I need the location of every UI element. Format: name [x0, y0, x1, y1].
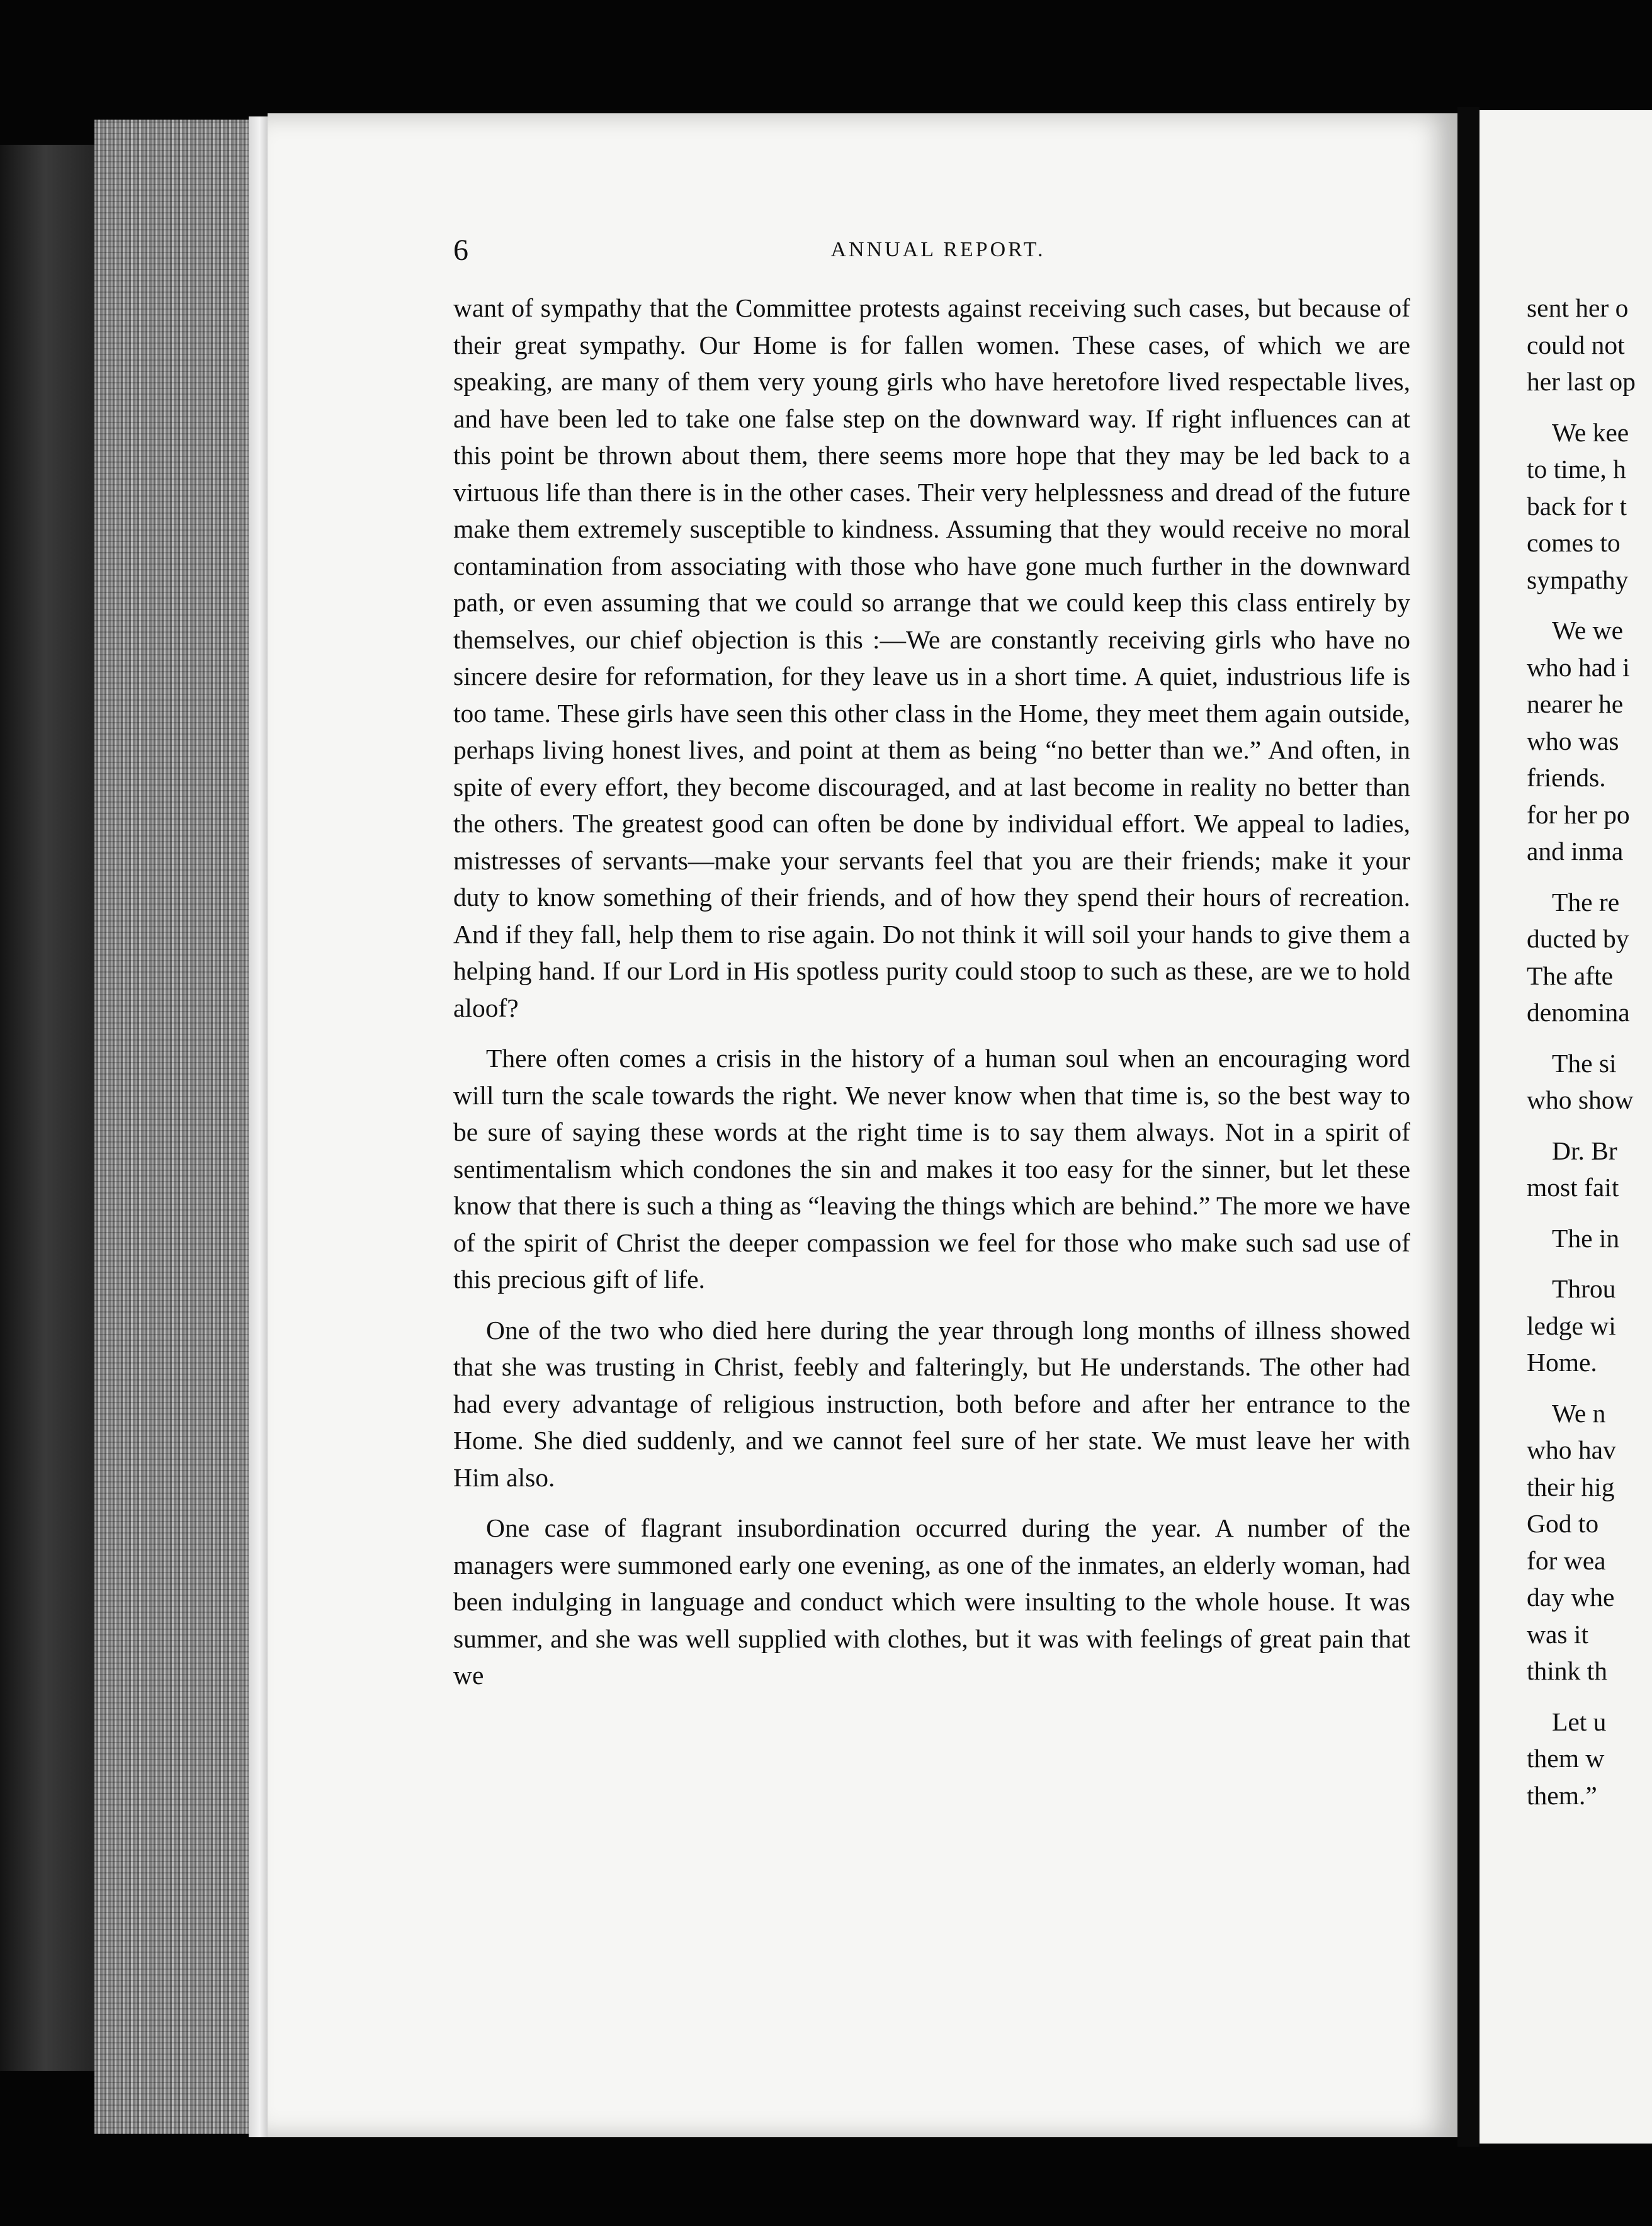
right-page-text: [1527, 290, 1652, 1828]
right-fragment: Let u them w them.”: [1527, 1707, 1607, 1810]
right-fragment: We n who hav their hig God to for wea day whe was it think th: [1527, 1398, 1616, 1685]
right-fragment: Throu ledge wi Home.: [1527, 1274, 1616, 1377]
right-fragment: Dr. Br most fait: [1527, 1136, 1619, 1202]
right-fragment: We we who had i nearer he who was friends. for her po and inma: [1527, 616, 1630, 866]
paragraph-4: One case of flagrant insubordination occurred during the year. A number of the managers were summoned early one evening, as one of the inmates, an elderly woman, had been indulging in language and conduct which were insulting to the whole house. It was summer, and she was well supplied with clothes, but it was with feelings of great pain that we: [453, 1513, 1410, 1690]
paragraph-1: want of sympathy that the Committee protests against receiving such cases, but because of their great sympathy. Our Home is for fallen women. These cases, of which we are speaking, are many of them very young girls who have heretofore lived respectable lives, and have been led to take one false step on the downward way. If right influences can at this point be thrown about them, there seems more hope that they may be led back to a virtuous life than there is in the other cases. Their very helplessness and dread of the future make them extremely susceptible to kindness. Assuming that they would receive no moral contamination from associating with those who have gone much further in the downward path, or even assuming that we could so arrange that we could keep this class entirely by themselves, our chief objection is this :—We are constantly receiving girls who have no sincere desire for reformation, for they leave us in a short time. A quiet, industrious life is too tame. These girls have seen this other class in the Home, they meet them again outside, perhaps living honest lives, and point at them as being “no better than we.” And often, in spite of every effort, they become discouraged, and at last become in reality no better than the others. The greatest good can often be done by individual effort. We appeal to ladies, mistresses of servants—make your servants feel that you are their friends; make it your duty to know something of their friends, and of how they spend their hours of recreation. And if they fall, help them to rise again. Do not think it will soil your hands to give them a helping hand. If our Lord in His spotless purity could stoop to such as these, are we to hold aloof?: [453, 293, 1410, 1022]
right-fragment: The in: [1552, 1223, 1620, 1253]
right-fragment: The re ducted by The afte denomina: [1527, 887, 1630, 1027]
right-fragment: sent her o could not her last op: [1527, 293, 1636, 396]
book-gutter: [1457, 107, 1479, 2147]
page-header: [453, 233, 1423, 271]
page-number: 6: [453, 234, 468, 267]
page-edges: [94, 120, 264, 2134]
page-body: [453, 290, 1410, 1694]
running-head: ANNUAL REPORT.: [830, 238, 1046, 261]
right-fragment: The si who show: [1527, 1048, 1634, 1114]
paragraph-2: There often comes a crisis in the history of a human soul when an encouraging word will turn the scale towards the right. We never know when that time is, so the best way to be sure of saying these words at the right time is to say them always. Not in a spirit of sentimentalism which condones the sin and makes it too easy for the sinner, but let these know that there is such a thing as “leaving the things which are behind.” The more we have of the spirit of Christ the deeper compassion we feel for those who make such sad use of this precious gift of life.: [453, 1044, 1410, 1294]
right-fragment: We kee to time, h back for t comes to sympathy: [1527, 417, 1629, 594]
paragraph-3: One of the two who died here during the year through long months of illness showed that she was trusting in Christ, feebly and falteringly, but He understands. The other had had every advantage of religious instruction, both before and after her entrance to the Home. She died suddenly, and we cannot feel sure of her state. We must leave her with Him also.: [453, 1315, 1410, 1492]
book-spine: [0, 145, 101, 2071]
